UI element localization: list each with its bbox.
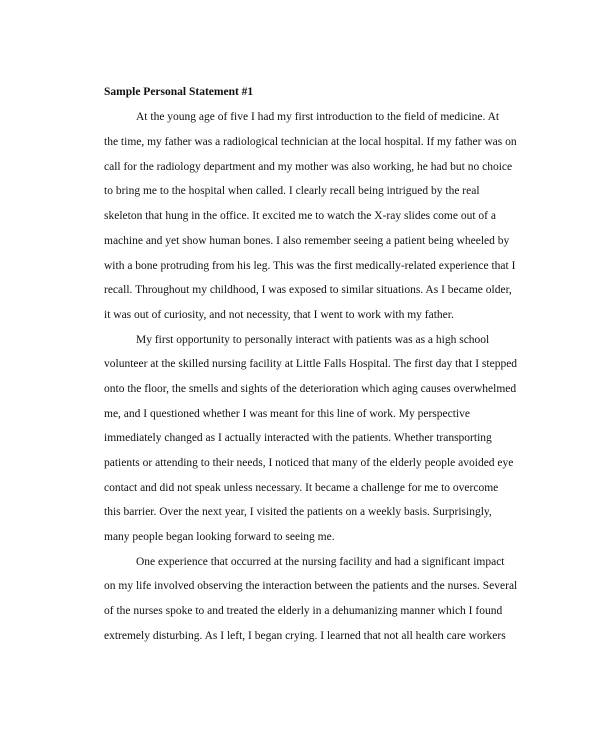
paragraph-2-line-3: onto the floor, the smells and sights of the deterioration which aging causes overwhelmed bbox=[104, 383, 517, 395]
paragraph-1-line-4: to bring me to the hospital when called. I clearly recall being intrigued by the real bbox=[104, 185, 480, 197]
document-title: Sample Personal Statement #1 bbox=[104, 86, 254, 98]
paragraph-1-line-6: machine and yet show human bones. I also remember seeing a patient being wheeled by bbox=[104, 235, 510, 247]
paragraph-1-line-8: recall. Throughout my childhood, I was exposed to similar situations. As I became older, bbox=[104, 284, 512, 296]
paragraph-2-line-8: this barrier. Over the next year, I visited the patients on a weekly basis. Surprisingly, bbox=[104, 506, 492, 518]
paragraph-1-line-9: it was out of curiosity, and not necessity, that I went to work with my father. bbox=[104, 309, 454, 321]
paragraph-3-line-1: One experience that occurred at the nursing facility and had a significant impact bbox=[136, 556, 505, 568]
paragraph-1-line-5: skeleton that hung in the office. It excited me to watch the X-ray slides come out of a bbox=[104, 210, 496, 222]
paragraph-3-line-3: of the nurses spoke to and treated the elderly in a dehumanizing manner which I found bbox=[104, 605, 503, 617]
paragraph-2-line-7: contact and did not speak unless necessary. It became a challenge for me to overcome bbox=[104, 482, 499, 494]
paragraph-1-line-1: At the young age of five I had my first introduction to the field of medicine. At bbox=[136, 111, 500, 123]
paragraph-2-line-6: patients or attending to their needs, I noticed that many of the elderly people avoided eye bbox=[104, 457, 514, 469]
paragraph-1-line-2: the time, my father was a radiological technician at the local hospital. If my father was on bbox=[104, 136, 517, 148]
paragraph-1-line-3: call for the radiology department and my mother was also working, he had but no choice bbox=[104, 161, 513, 173]
paragraph-3-line-4: extremely disturbing. As I left, I began crying. I learned that not all health care workers bbox=[104, 630, 506, 642]
paragraph-2-line-2: volunteer at the skilled nursing facility at Little Falls Hospital. The first day that I stepped bbox=[104, 358, 518, 370]
paragraph-1-line-7: with a bone protruding from his leg. This was the first medically-related experience that I bbox=[104, 260, 516, 272]
paragraph-3-line-2: on my life involved observing the interaction between the patients and the nurses. Several bbox=[104, 580, 518, 592]
paragraph-2-line-5: immediately changed as I actually interacted with the patients. Whether transporting bbox=[104, 432, 492, 444]
paragraph-2-line-1: My first opportunity to personally interact with patients was as a high school bbox=[136, 334, 490, 346]
paragraph-2-line-9: many people began looking forward to seeing me. bbox=[104, 531, 335, 543]
paragraph-2-line-4: me, and I questioned whether I was meant for this line of work. My perspective bbox=[104, 408, 470, 420]
